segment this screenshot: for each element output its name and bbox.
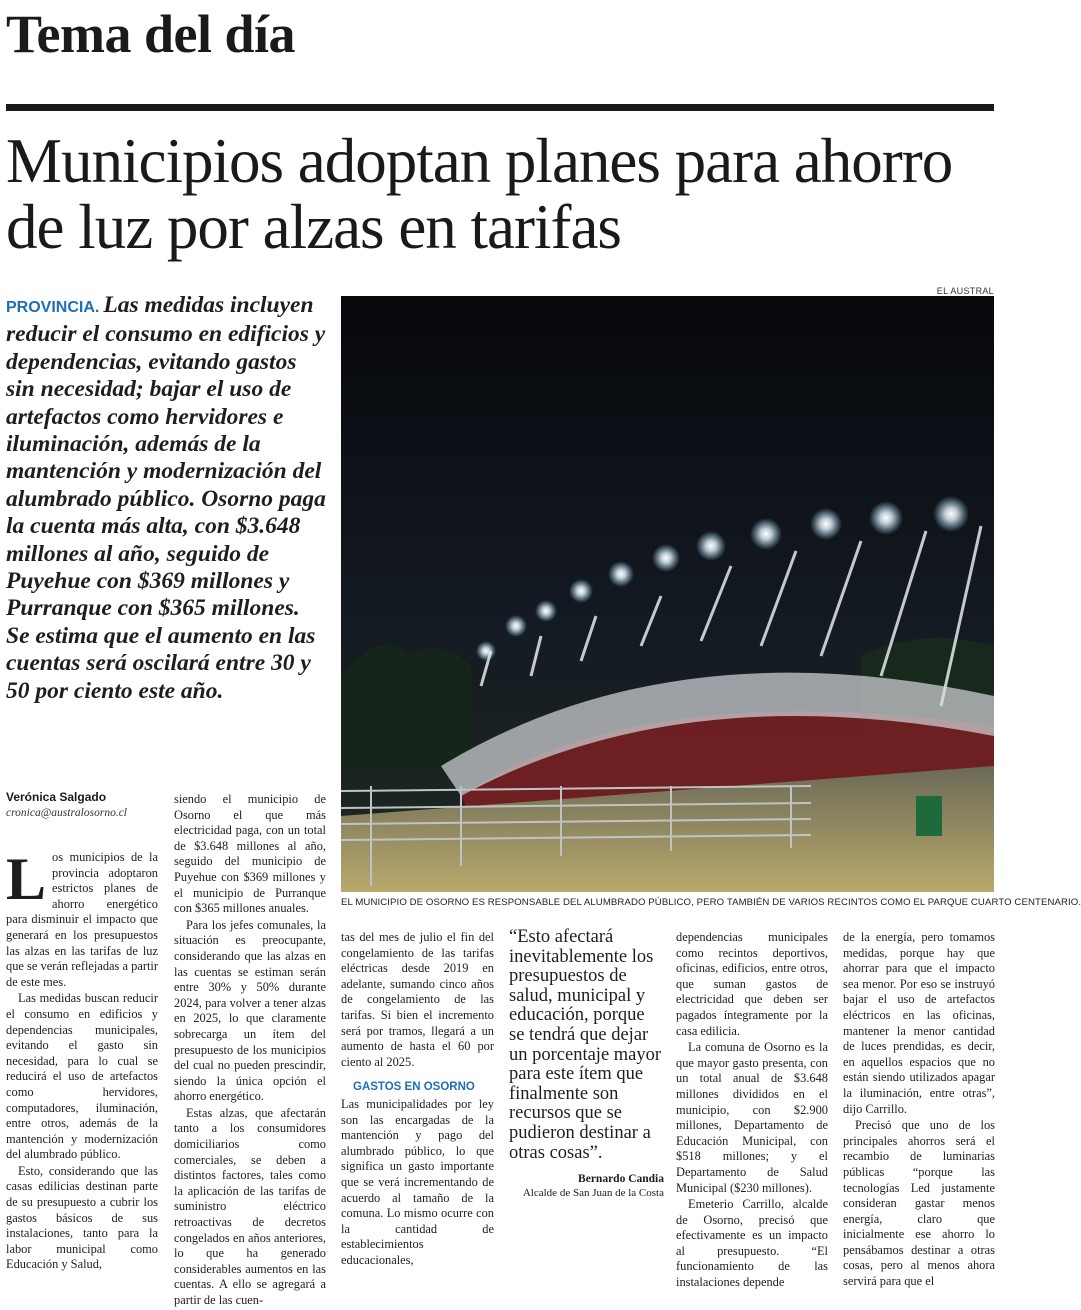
article-photo xyxy=(341,296,994,892)
article-headline: Municipios adoptan planes para ahorro de luz por alzas en tarifas xyxy=(6,126,953,262)
paragraph: Las municipalidades por ley son las encargadas de la mantención y pago del alumbrado público, lo que significa un gasto importante que se verá incrementando de acuerdo al tamaño de la comuna. Lo mismo ocurre con la cantidad de establecimientos educacionales, xyxy=(341,1096,494,1267)
body-column-3 xyxy=(341,930,494,1269)
paragraph: Para los jefes comunales, la situación es preocupante, considerando que las alzas en las cuentas se estiman serán entre 30% y 50% durante 2024, para volver a tener alzas en 2025, lo que claramente sobrecarga un ítem del presupuesto de los municipios del cual no pueden prescindir, siendo la única opción el ahorro energético. xyxy=(174,917,326,1104)
lead-tag: PROVINCIA. xyxy=(6,299,100,316)
paragraph: Precisó que uno de los principales ahorros será el recambio de luminarias públicas “porque las tecnologías Led justamente consideran gastar menos energía, claro que inicialmente ese ahorro lo pensábamos destinar a otras cosas, pero al menos ahora servirá para que el xyxy=(843,1118,995,1289)
body-column-4 xyxy=(676,930,828,1292)
paragraph: siendo el municipio de Osorno el que más electricidad paga, con un total de $3.648 millones al año, seguido del municipio de Puyehue con $369 millones y el municipio de Purranque con $365 millones anuales. xyxy=(174,792,326,916)
body-column-5 xyxy=(843,930,995,1291)
photo-caption: EL MUNICIPIO DE OSORNO ES RESPONSABLE DEL ALUMBRADO PÚBLICO, PERO TAMBIÉN DE VARIOS RECINTOS COMO EL PARQUE CUARTO CENTENARIO. xyxy=(341,897,1081,908)
section-title: Tema del día xyxy=(6,4,296,64)
drop-cap: L xyxy=(6,846,47,912)
body-column-1 xyxy=(6,846,158,1274)
paragraph: tas del mes de julio el fin del congelamiento de las tarifas eléctricas desde 2019 en adelante, sumando cinco años de congelamiento de las tarifas. Si bien el incremento será por tramos, llegará a un aumento de hasta el 60 por ciento al 2025. xyxy=(341,930,494,1069)
body-column-2 xyxy=(174,792,326,1310)
paragraph: os municipios de la provincia adoptaron estrictos planes de ahorro energético para disminuir el impacto que generará en los presupuestos las alzas en las tarifas de luz que se verán reflejadas a partir de este mes. xyxy=(6,850,158,989)
paragraph: Estas alzas, que afectarán tanto a los consumidores domiciliarios como comerciales, se deben a distintos factores, tales como la aplicación de las tarifas de suministro eléctrico retroactivas de decretos congelados en años anteriores, lo que ha generado considerables aumentos en las cuentas. A ello se agregará a partir de las cuen- xyxy=(174,1105,326,1307)
paragraph: Las medidas buscan reducir el consumo en edificios y dependencias municipales, evitando el gasto sin necesidad, para lo cual se reducirá el uso de artefactos como hervidores, computadores, iluminación, entre otros, además de la mantención y modernización del alumbrado público. xyxy=(6,991,158,1162)
bridge-night-illustration xyxy=(341,296,994,892)
quote-author: Bernardo Candia xyxy=(578,1173,664,1186)
author-name: Verónica Salgado xyxy=(6,790,107,804)
quote-role: Alcalde de San Juan de la Costa xyxy=(522,1187,664,1200)
pull-quote xyxy=(509,928,664,1199)
paragraph: Emeterio Carrillo, alcalde de Osorno, precisó que efectivamente es un impacto al presupuesto. “El funcionamiento de las instalaciones depende xyxy=(676,1197,828,1290)
photo-credit: EL AUSTRAL xyxy=(936,286,994,296)
paragraph: de la energía, pero tomamos medidas, porque hay que ahorrar para que el impacto sea menor. Por eso se instruyó bajar el uso de artefactos eléctricos en las oficinas, mantener la menor cantidad de luces prendidas, es decir, en aquellos espacios que no están siendo utilizados apagar la iluminación, entre otras”, dijo Carrillo. xyxy=(843,930,995,1116)
byline xyxy=(6,790,166,819)
paragraph: dependencias municipales como recintos deportivos, oficinas, edificios, entre otros, que suman gastos de electricidad que deben ser pagados íntegramente por la casa edilicia. xyxy=(676,930,828,1038)
paragraph: Esto, considerando que las casas edilicias destinan parte de su presupuesto a cubrir los gastos básicos de sus instalaciones, tanto para la labor municipal como Educación y Salud, xyxy=(6,1163,158,1272)
quote-text: “Esto afectará inevitablemente los presupuestos de salud, municipal y educación, porque se tendrá que dejar un porcentaje mayor para este ítem que finalmente son recursos que se pudieron destinar a otras cosas”. xyxy=(509,927,662,1163)
article-lead xyxy=(6,292,328,705)
author-email: cronica@australosorno.cl xyxy=(6,807,127,819)
paragraph: La comuna de Osorno es la que mayor gasto presenta, con un total anual de $3.648 millones divididos en el municipio, con $2.900 millones, Departamento de Educación Municipal, con $518 millones; y el Departamento de Salud Municipal ($230 millones). xyxy=(676,1040,828,1195)
lead-text: Las medidas incluyen reducir el consumo en edificios y dependencias, evitando gastos sin necesidad; bajar el uso de artefactos como hervidores e iluminación, además de la mantención y modernización del alumbrado público. Osorno paga la cuenta más alta, con $3.648 millones al año, seguido de Puyehue con $369 millones y Purranque con $365 millones. Se estima que el aumento en las cuentas será oscilará entre 30 y 50 por ciento este año. xyxy=(6,292,326,704)
section-rule xyxy=(6,104,994,111)
subhead: GASTOS EN OSORNO xyxy=(353,1081,475,1094)
